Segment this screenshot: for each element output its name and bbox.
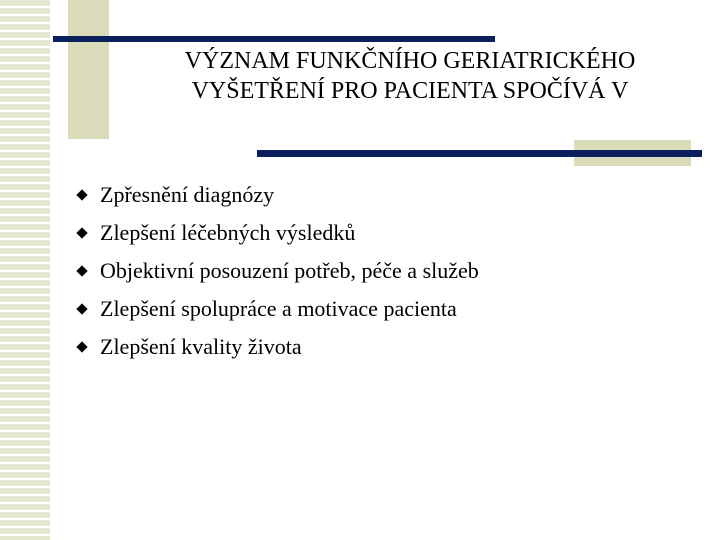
list-item <box>78 218 479 256</box>
bullet-text: Zlepšení spolupráce a motivace pacienta <box>100 296 457 321</box>
top-rule <box>53 36 495 42</box>
diamond-icon <box>76 303 87 314</box>
list-item <box>78 256 479 294</box>
bullet-text: Zpřesnění diagnózy <box>100 182 275 207</box>
bullet-list <box>78 180 479 370</box>
list-item <box>78 294 479 332</box>
diamond-icon <box>76 227 87 238</box>
title-accent-block <box>68 0 109 139</box>
left-striped-margin <box>0 0 50 540</box>
bullet-text: Zlepšení kvality života <box>100 334 302 359</box>
bullet-text: Zlepšení léčebných výsledků <box>100 220 356 245</box>
list-item <box>78 332 479 370</box>
diamond-icon <box>76 341 87 352</box>
list-item <box>78 180 479 218</box>
title-line-2: VYŠETŘENÍ PRO PACIENTA SPOČÍVÁ V <box>191 78 629 104</box>
bottom-rule <box>257 150 702 157</box>
bullet-text: Objektivní posouzení potřeb, péče a služeb <box>100 258 479 283</box>
diamond-icon <box>76 265 87 276</box>
slide-title <box>110 46 710 106</box>
title-line-1: VÝZNAM FUNKČNÍHO GERIATRICKÉHO <box>184 48 636 74</box>
diamond-icon <box>76 189 87 200</box>
